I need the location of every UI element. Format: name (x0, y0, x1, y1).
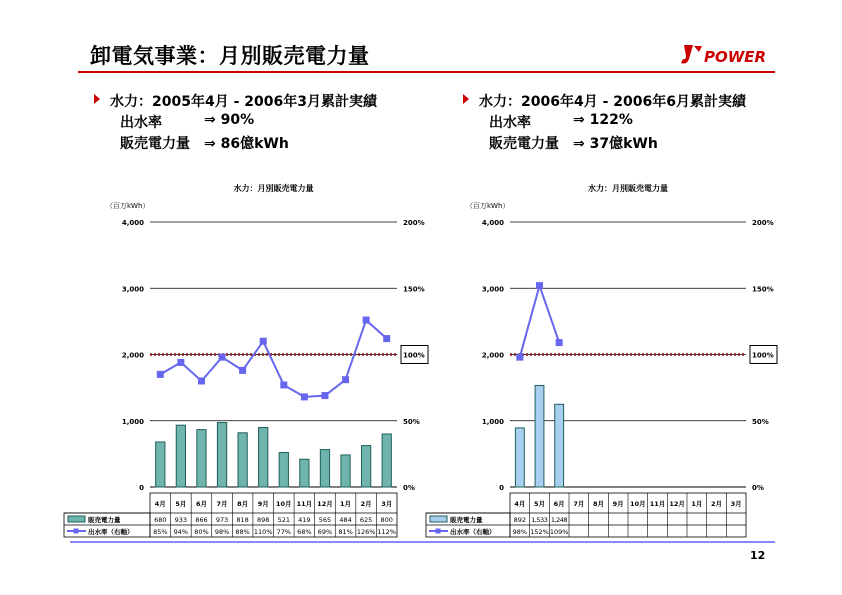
line-marker (383, 335, 390, 342)
legend-bar-label: 販売電力量 (450, 516, 483, 524)
x-tick-label: 2月 (710, 500, 723, 508)
rate-value-label: 94% (173, 528, 189, 536)
right-header: 水力：2006年4月 - 2006年6月累計実績 (479, 94, 746, 110)
bar (217, 423, 226, 487)
y-axis-unit-label: （百万kWh） (466, 202, 510, 210)
bar-value-label: 973 (215, 516, 229, 524)
y-tick-label: 4,000 (481, 219, 504, 227)
legend-bar-label: 販売電力量 (88, 516, 121, 524)
right-line-2 (489, 133, 658, 153)
line-marker (556, 339, 563, 346)
x-tick-label: 11月 (296, 500, 313, 508)
line-marker (260, 338, 267, 345)
x-tick-label: 6月 (553, 500, 565, 508)
bar-value-label: 680 (154, 516, 167, 524)
left-line-2-label: 販売電力量 (120, 136, 190, 152)
left-bullet-icon (94, 94, 100, 104)
bar-value-label: 898 (256, 516, 270, 524)
y-axis-unit-label: （百万kWh） (106, 202, 150, 210)
bar (341, 455, 350, 487)
x-tick-label: 4月 (514, 500, 526, 508)
bar (156, 442, 165, 487)
legend-line-marker (436, 529, 441, 534)
x-tick-label: 10月 (630, 500, 646, 508)
legend-line-label: 出水率（右軸） (88, 528, 134, 536)
legend-bar-key (430, 516, 447, 522)
bar (361, 446, 370, 487)
y2-tick-label: 50% (403, 417, 420, 426)
bar-value-label: 866 (195, 516, 208, 524)
bar-value-label: 625 (359, 516, 373, 524)
y-tick-label: 3,000 (481, 285, 504, 294)
y2-tick-label: 200% (752, 219, 774, 227)
right-line-2-value: ⇒ 37億kWh (573, 136, 658, 152)
logo-text: POWER (704, 48, 767, 66)
left-line-2 (120, 133, 289, 153)
y2-tick-label: 200% (403, 219, 425, 227)
bar-value-label: 484 (339, 516, 352, 524)
legend-bar-key (68, 516, 85, 522)
right-bullet-icon (463, 94, 469, 104)
rate-value-label: 112% (377, 528, 397, 536)
x-tick-label: 1月 (691, 500, 703, 508)
line-marker (198, 378, 205, 385)
logo-mark-icon (681, 45, 693, 64)
rate-value-label: 80% (194, 528, 209, 536)
rate-line (520, 286, 559, 358)
bar (176, 425, 185, 487)
x-tick-label: 8月 (592, 500, 605, 508)
x-tick-label: 3月 (730, 500, 742, 508)
y2-tick-label: 150% (403, 285, 425, 294)
x-tick-label: 12月 (669, 500, 685, 508)
rate-value-label: 110% (253, 528, 273, 536)
line-marker (239, 367, 246, 374)
bar (279, 452, 288, 487)
bar-value-label: 565 (318, 516, 332, 524)
x-tick-label: 7月 (573, 500, 585, 508)
x-tick-label: 1月 (340, 500, 352, 508)
x-tick-label: 4月 (154, 500, 166, 508)
bar (238, 433, 247, 487)
y-tick-label: 2,000 (481, 351, 504, 360)
bar-value-label: 933 (174, 516, 188, 524)
bar-value-label: 1,533 (531, 516, 548, 524)
right-chart (420, 178, 780, 540)
x-tick-label: 5月 (175, 500, 187, 508)
right-line-1-label: 出水率 (489, 115, 531, 131)
left-line-1-label: 出水率 (120, 115, 162, 131)
y2-tick-label: 50% (752, 417, 769, 426)
rate-value-label: 98% (214, 528, 230, 536)
bar (197, 430, 206, 487)
x-tick-label: 8月 (237, 500, 249, 508)
bar (300, 459, 309, 487)
line-marker (342, 376, 349, 383)
right-line-1 (489, 112, 633, 132)
y-tick-label: 4,000 (121, 219, 144, 227)
x-tick-label: 6月 (195, 500, 207, 508)
y-tick-label: 1,000 (481, 417, 504, 426)
left-line-2-value: ⇒ 86億kWh (204, 136, 289, 152)
slide-title: 卸電気事業：月別販売電力量 (90, 44, 370, 68)
rate-value-label: 81% (338, 528, 353, 536)
y2-tick-label: 100% (752, 351, 774, 360)
bar (382, 434, 391, 487)
bar-value-label: 800 (380, 516, 393, 524)
y2-tick-label: 0% (752, 484, 764, 492)
rate-value-label: 88% (235, 528, 250, 536)
x-tick-label: 5月 (533, 500, 546, 508)
bar (320, 450, 329, 487)
rate-value-label: 85% (153, 528, 168, 536)
rate-value-label: 69% (317, 528, 333, 536)
jpower-logo (680, 42, 780, 68)
rate-value-label: 77% (276, 528, 292, 536)
y2-tick-label: 0% (403, 484, 415, 492)
bar (555, 404, 564, 487)
bottom-rule (70, 541, 775, 543)
rate-value-label: 152% (530, 528, 549, 536)
rate-value-label: 126% (356, 528, 376, 536)
y-tick-label: 3,000 (121, 285, 144, 294)
bar-value-label: 1,248 (550, 516, 568, 524)
bar-value-label: 892 (513, 516, 527, 524)
x-tick-label: 10月 (276, 500, 292, 508)
y-tick-label: 0 (499, 484, 504, 492)
x-tick-label: 11月 (649, 500, 666, 508)
left-line-1-value: ⇒ 90% (204, 112, 255, 128)
line-marker (536, 282, 543, 289)
left-header: 水力：2005年4月 - 2006年3月累計実績 (110, 94, 377, 110)
line-marker (157, 371, 164, 378)
line-marker (363, 317, 370, 324)
left-chart (60, 178, 440, 540)
line-marker (219, 354, 226, 361)
left-line-1 (120, 112, 255, 132)
title-rule (78, 71, 775, 73)
x-tick-label: 9月 (257, 500, 269, 508)
line-marker (321, 392, 328, 399)
rate-value-label: 98% (512, 528, 528, 536)
right-line-1-value: ⇒ 122% (573, 112, 633, 128)
bar (515, 428, 524, 487)
right-line-2-label: 販売電力量 (489, 136, 559, 152)
legend-line-marker (74, 529, 79, 534)
line-marker (177, 359, 184, 366)
x-tick-label: 7月 (216, 500, 228, 508)
x-tick-label: 2月 (360, 500, 372, 508)
bar (259, 428, 268, 487)
chart-title: 水力：月別販売電力量 (588, 184, 668, 193)
rate-value-label: 109% (549, 528, 569, 536)
rate-line (160, 320, 386, 397)
y-tick-label: 2,000 (121, 351, 144, 360)
line-marker (301, 393, 308, 400)
page-number: 12 (750, 549, 766, 562)
bar-value-label: 419 (298, 516, 311, 524)
rate-value-label: 68% (297, 528, 312, 536)
legend-line-label: 出水率（右軸） (450, 528, 496, 536)
bar (535, 385, 544, 487)
bar-value-label: 521 (277, 516, 291, 524)
x-tick-label: 12月 (317, 500, 333, 508)
x-tick-label: 9月 (612, 500, 624, 508)
x-tick-label: 3月 (381, 500, 393, 508)
bar-value-label: 818 (236, 516, 249, 524)
y-tick-label: 0 (139, 484, 144, 492)
chart-title: 水力：月別販売電力量 (233, 184, 314, 193)
line-marker (280, 381, 287, 388)
y-tick-label: 1,000 (121, 417, 144, 426)
y2-tick-label: 100% (403, 351, 425, 360)
line-marker (516, 354, 523, 361)
y2-tick-label: 150% (752, 285, 774, 294)
